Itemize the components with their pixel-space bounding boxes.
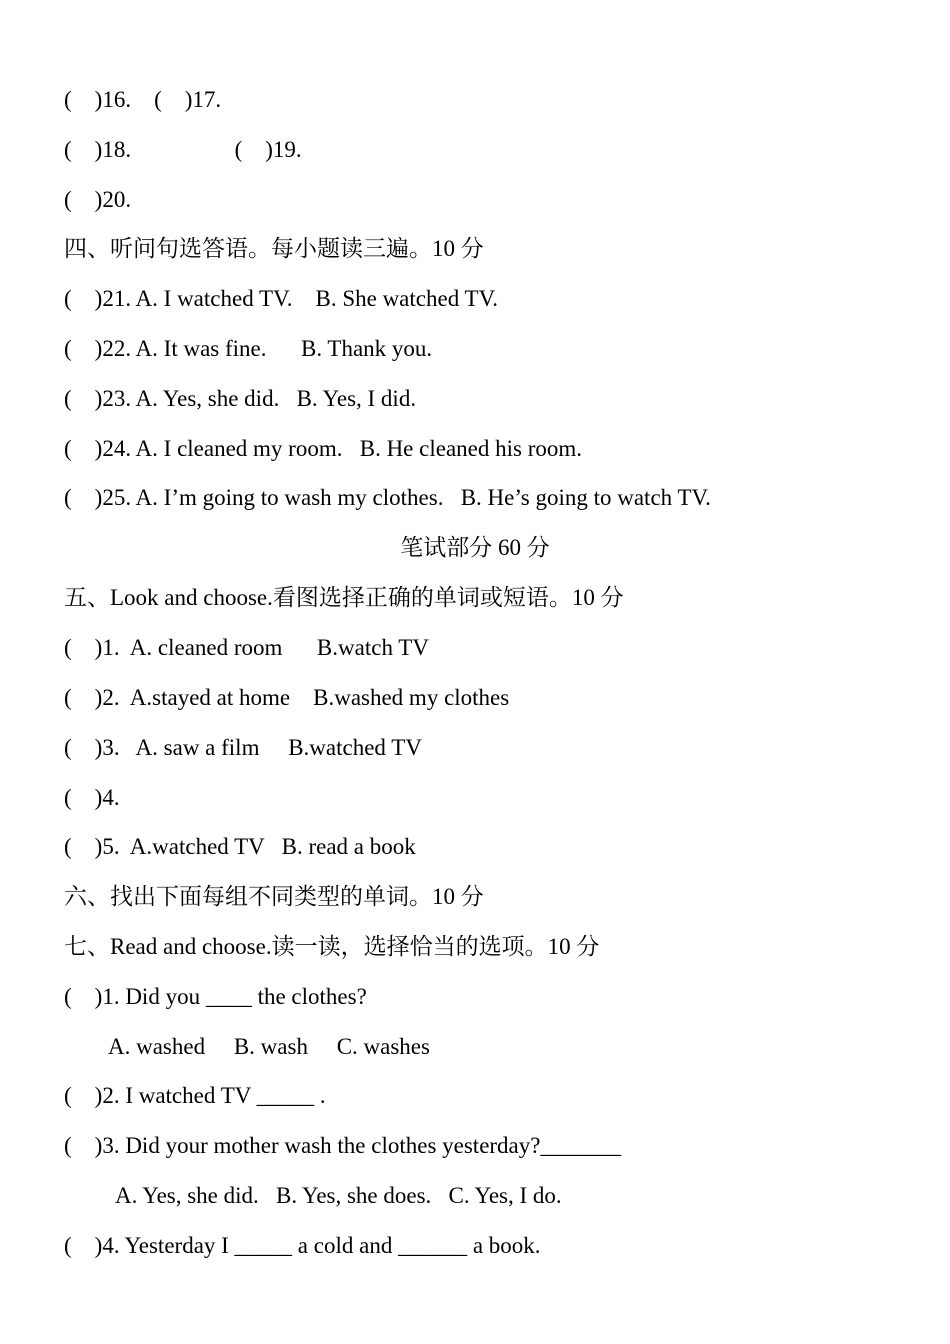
- read-question-3-options: A. Yes, she did. B. Yes, she does. C. Yes, I do.: [115, 1183, 562, 1208]
- read-question-3: ( )3. Did your mother wash the clothes yesterday?_______: [64, 1133, 621, 1158]
- read-question-1: ( )1. Did you ____ the clothes?: [64, 984, 367, 1009]
- choose-question-2: ( )2. A.stayed at home B.washed my clothes: [64, 685, 510, 710]
- section-heading-7: 七、Read and choose.读一读，选择恰当的选项。10 分: [64, 934, 600, 959]
- section-heading-4: 四、听问句选答语。每小题读三遍。10 分: [64, 236, 484, 261]
- read-question-2: ( )2. I watched TV _____ .: [64, 1083, 326, 1108]
- section-heading-6: 六、找出下面每组不同类型的单词。10 分: [64, 884, 484, 909]
- read-question-4: ( )4. Yesterday I _____ a cold and ______ a book.: [64, 1233, 541, 1258]
- question-line-21: ( )21. A. I watched TV. B. She watched TV.: [64, 286, 498, 311]
- question-line-25: ( )25. A. I’m going to wash my clothes. B. He’s going to watch TV.: [64, 485, 711, 510]
- question-line-22: ( )22. A. It was fine. B. Thank you.: [64, 336, 433, 361]
- question-line-16-17: ( )16. ( )17.: [64, 87, 222, 112]
- written-part-heading: 笔试部分 60 分: [400, 535, 550, 560]
- section-heading-5: 五、Look and choose.看图选择正确的单词或短语。10 分: [64, 585, 624, 610]
- question-line-18-19: ( )18. ( )19.: [64, 137, 302, 162]
- question-line-24: ( )24. A. I cleaned my room. B. He cleaned his room.: [64, 436, 583, 461]
- choose-question-5: ( )5. A.watched TV B. read a book: [64, 834, 416, 859]
- read-question-1-options: A. washed B. wash C. washes: [108, 1034, 430, 1059]
- question-line-23: ( )23. A. Yes, she did. B. Yes, I did.: [64, 386, 417, 411]
- choose-question-3: ( )3. A. saw a film B.watched TV: [64, 735, 422, 760]
- question-line-20: ( )20.: [64, 187, 132, 212]
- choose-question-1: ( )1. A. cleaned room B.watch TV: [64, 635, 429, 660]
- choose-question-4: ( )4.: [64, 785, 120, 810]
